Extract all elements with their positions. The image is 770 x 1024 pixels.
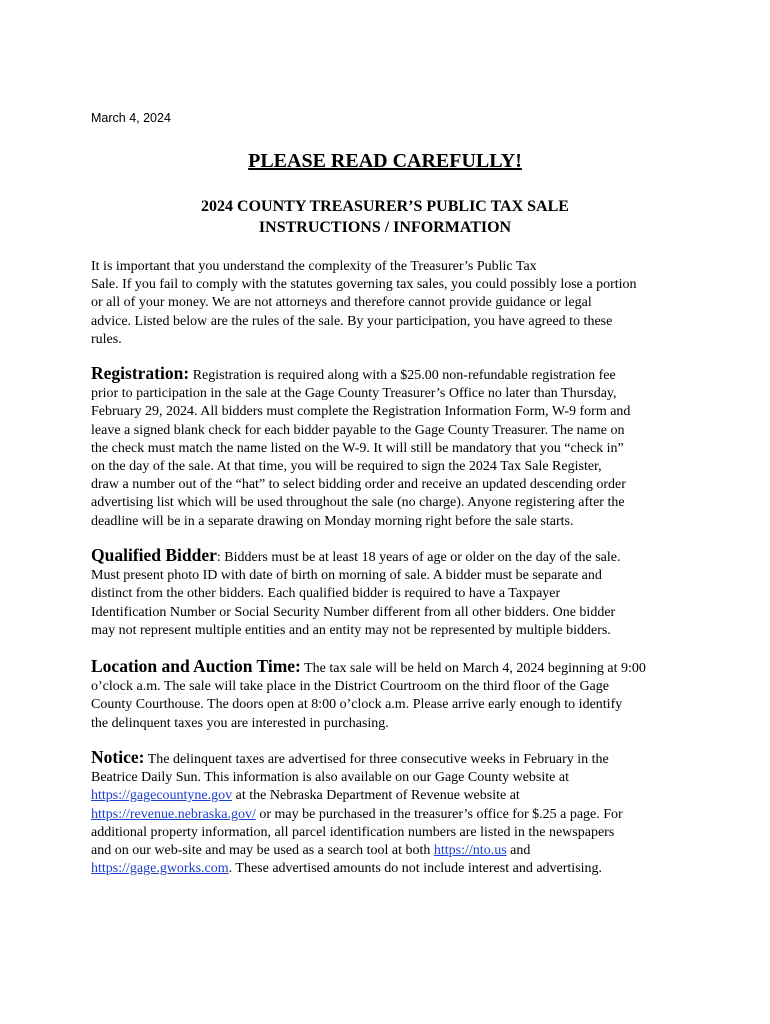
gworks-link[interactable]: https://gage.gworks.com (91, 861, 229, 877)
registration-line: advertising list which will be used throughout the sale (no charge). Anyone registering after the (91, 495, 625, 511)
notice-text: The delinquent taxes are advertised for three consecutive weeks in February in the (144, 752, 609, 767)
qualified-line: may not represent multiple entities and an entity may not be represented by multiple bidders. (91, 622, 611, 638)
qualified-bidder-heading: Qualified Bidder (91, 545, 217, 565)
nebraska-revenue-link[interactable]: https://revenue.nebraska.gov/ (91, 806, 256, 822)
notice-text: and on our web-site and may be used as a search tool at both (91, 843, 434, 859)
qualified-line: distinct from the other bidders. Each qualified bidder is required to have a Taxpayer (91, 586, 561, 602)
notice-heading: Notice: (91, 747, 145, 767)
notice-line (91, 860, 691, 878)
registration-line: February 29, 2024. All bidders must complete the Registration Information Form, W-9 form and (91, 404, 631, 420)
location-text: The tax sale will be held on March 4, 2024 beginning at 9:00 (300, 661, 646, 676)
location-line (91, 657, 691, 678)
qualified-text: : Bidders must be at least 18 years of age or older on the day of the sale. (216, 550, 621, 565)
registration-line: prior to participation in the sale at the Gage County Treasurer’s Office no later than Thursday, (91, 386, 617, 402)
notice-line: Beatrice Daily Sun. This information is also available on our Gage County website at (91, 770, 569, 786)
location-line: the delinquent taxes you are interested in purchasing. (91, 715, 389, 731)
registration-line: deadline will be in a separate drawing on Monday morning right before the sale starts. (91, 513, 574, 529)
location-heading: Location and Auction Time: (91, 656, 301, 676)
registration-line: leave a signed blank check for each bidder payable to the Gage County Treasurer. The name on (91, 422, 625, 438)
qualified-line: Identification Number or Social Security Number different from all other bidders. One bidder (91, 604, 616, 620)
registration-text: Registration is required along with a $25.00 non-refundable registration fee (189, 368, 616, 383)
location-section (91, 657, 691, 733)
intro-line: advice. Listed below are the rules of the sale. By your participation, you have agreed to these (91, 313, 613, 329)
notice-text: or may be purchased in the treasurer’s office for $.25 a page. For (255, 806, 623, 822)
qualified-line (91, 546, 691, 567)
registration-line (91, 364, 691, 385)
location-line: o’clock a.m. The sale will take place in the District Courtroom on the third floor of the Gage (91, 679, 609, 695)
notice-section (91, 748, 691, 878)
subtitle-line-2: INSTRUCTIONS / INFORMATION (258, 219, 512, 236)
intro-paragraph (91, 258, 691, 349)
registration-line: on the day of the sale. At that time, you will be required to sign the 2024 Tax Sale Register, (91, 459, 602, 475)
registration-line: the check must match the name listed on the W-9. It will still be mandatory that you “check in” (91, 440, 624, 456)
notice-line: additional property information, all parcel identification numbers are listed in the newspapers (91, 824, 615, 840)
subtitle-line-1: 2024 COUNTY TREASURER’S PUBLIC TAX SALE (201, 198, 569, 215)
qualified-bidder-section (91, 546, 691, 640)
nto-link[interactable]: https://nto.us (433, 843, 507, 859)
intro-line: or all of your money. We are not attorneys and therefore cannot provide guidance or legal (91, 295, 592, 311)
notice-line (91, 787, 691, 805)
notice-text: at the Nebraska Department of Revenue website at (232, 788, 520, 804)
notice-line (91, 806, 691, 824)
notice-text: . These advertised amounts do not include interest and advertising. (228, 861, 603, 877)
notice-line (91, 748, 691, 769)
page-title: PLEASE READ CAREFULLY! (248, 150, 522, 172)
registration-heading: Registration: (91, 363, 190, 383)
intro-line: Sale. If you fail to comply with the statutes governing tax sales, you could possibly lose a portion (91, 277, 637, 293)
document-date: March 4, 2024 (91, 111, 171, 125)
location-line: County Courthouse. The doors open at 8:00 o’clock a.m. Please arrive early enough to identify (91, 697, 623, 713)
intro-line: rules. (91, 331, 122, 347)
gage-county-website-link[interactable]: https://gagecountyne.gov (91, 788, 233, 804)
page-subtitle (0, 196, 770, 238)
intro-line: It is important that you understand the complexity of the Treasurer’s Public Tax (91, 259, 537, 274)
qualified-line: Must present photo ID with date of birth on morning of sale. A bidder must be separate and (91, 568, 602, 584)
notice-line (91, 842, 691, 860)
registration-line: draw a number out of the “hat” to select bidding order and receive an updated descending order (91, 477, 626, 493)
notice-text: and (506, 843, 531, 859)
registration-section (91, 364, 691, 531)
